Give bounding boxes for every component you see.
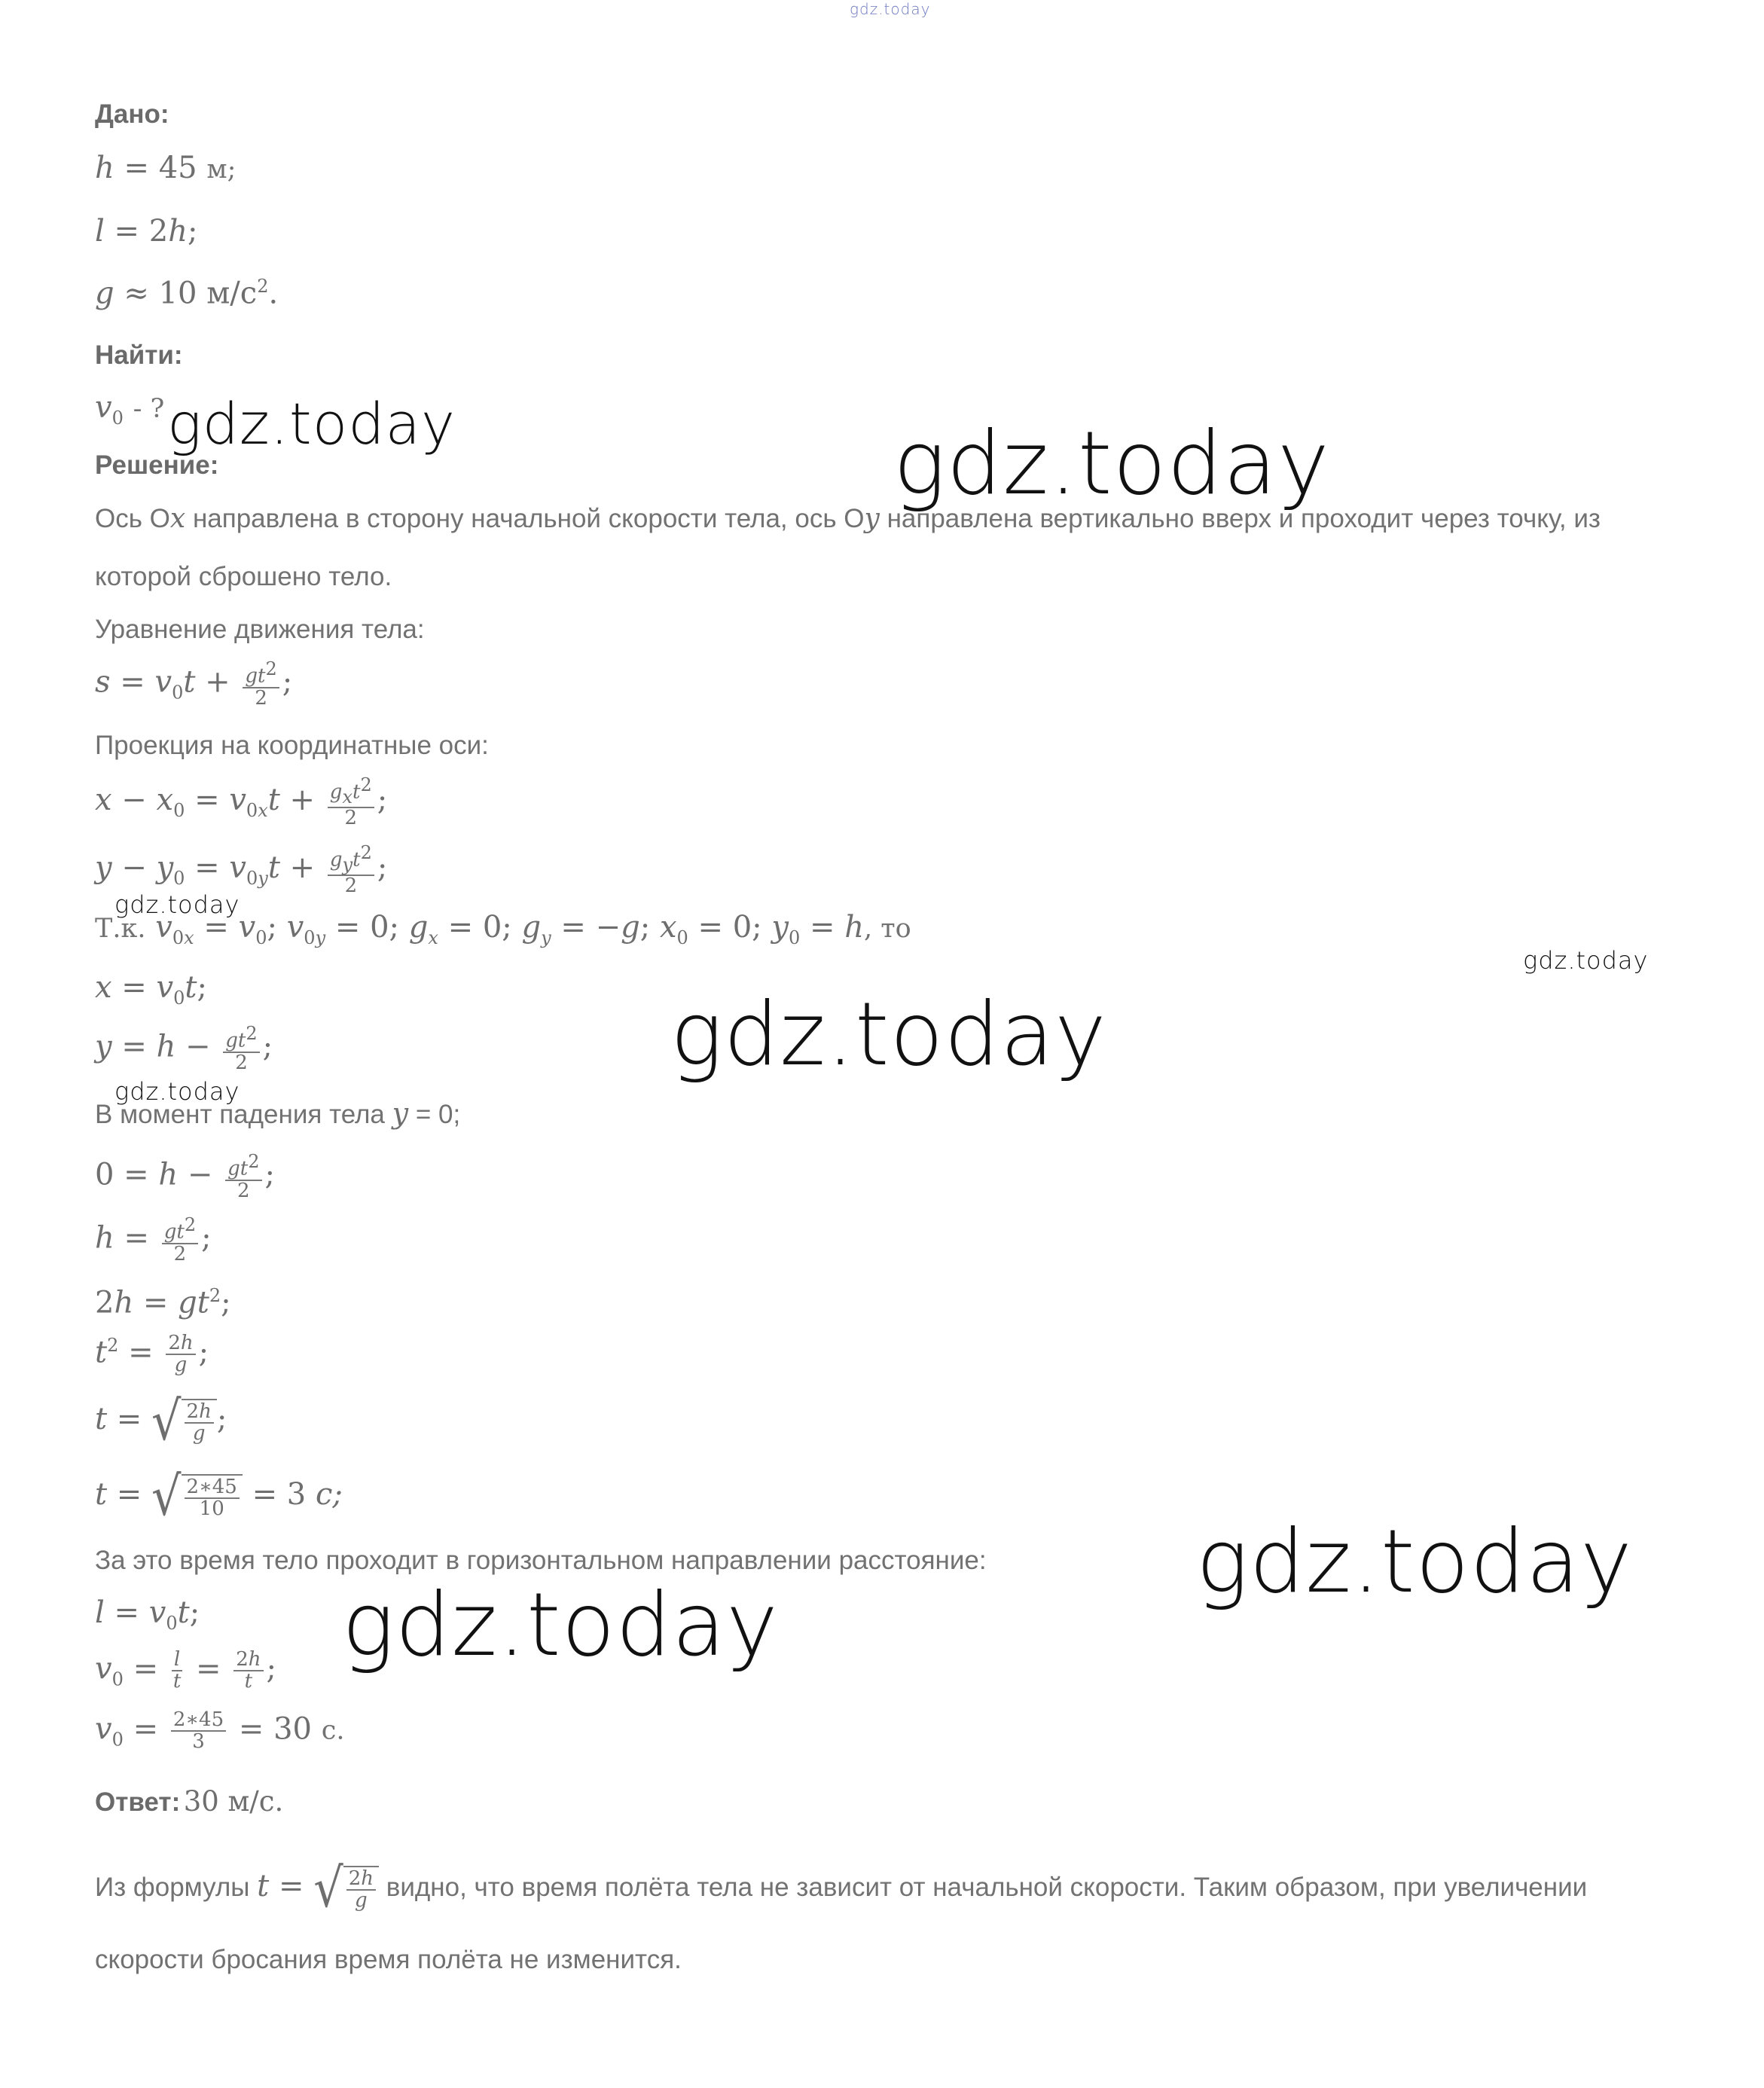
eq-2h: $2h = gt^2$; [95, 1285, 231, 1320]
eq-t-squared: $t^2$ = $\frac{2h}{g}$ ; [95, 1332, 209, 1377]
axes-text-b: направлена в сторону начальной скорости тела, ось O [185, 504, 865, 533]
fall-moment-line: В момент падения тела y = 0; [95, 1097, 461, 1130]
x-equation: $x = v_0t$; [95, 970, 207, 1009]
motion-eq-label: Уравнение движения тела: [95, 615, 425, 644]
watermark: gdz.today [670, 984, 1107, 1085]
watermark-top: gdz.today [850, 0, 931, 18]
v-result-den: 3 [192, 1730, 205, 1754]
since-suffix: , то [863, 914, 911, 944]
eq-zero: 0 = h − $\frac{gt^2}{2}$ ; [95, 1151, 275, 1202]
axes-description-line2: которой сброшено тело. [95, 562, 392, 591]
eq-h: h = $\frac{gt^2}{2}$ ; [95, 1214, 212, 1265]
eq-v0: $v_0$ = $\frac{l}{t}$ = $\frac{2h}{t}$ ; [95, 1648, 277, 1693]
t-result-unit: с; [315, 1477, 343, 1512]
eq-t-result: t = √ $\frac{2∗45}{10}$ = 3 с; [95, 1464, 343, 1528]
given-g: g ≈ 10 $м/с^2$. [95, 276, 279, 311]
eq-l: $l = v_0t$; [95, 1595, 200, 1634]
given-g-value: 10 [158, 276, 197, 311]
watermark: gdz.today [1523, 946, 1649, 975]
find-v0: $v_0$ - ? [95, 390, 165, 429]
conclusion-suffix: видно, что время полёта тела не зависит от начальной скорости. Таким образом, при увеличении [386, 1873, 1588, 1902]
initial-conditions: Т.к. $v_{0x} = v_0$; $v_{0y} = 0$; $g_x = 0$; $g_y = -g$; $x_0 = 0$; $y_0 = h$, то [95, 910, 911, 948]
fall-moment-value: = 0; [415, 1100, 461, 1129]
horizontal-distance-label: За это время тело проходит в горизонтальном направлении расстояние: [95, 1546, 987, 1575]
find-question: - ? [133, 394, 165, 424]
y-equation: y = h − $\frac{gt^2}{2}$ ; [95, 1023, 273, 1074]
given-label: Дано: [95, 99, 169, 129]
eq-t-sqrt: t = √ $\frac{2h}{g}$ ; [95, 1389, 227, 1453]
fall-moment-text: В момент падения тела [95, 1100, 385, 1129]
eq-v0-result: $v_0$ = $\frac{2∗45}{3}$ = 30 с. [95, 1708, 345, 1754]
given-l: l = 2h; [95, 214, 198, 249]
answer-line [95, 1785, 283, 1818]
watermark: gdz.today [342, 1574, 779, 1676]
motion-equation: $s = v_0t$ + $\frac{gt^2}{2}$ ; [95, 658, 293, 710]
watermark: gdz.today [1196, 1511, 1633, 1613]
given-g-unit: м/с [206, 276, 258, 311]
t-result-value: = 3 [252, 1477, 307, 1512]
projection-label: Проекция на координатные оси: [95, 731, 489, 760]
given-h-value: 45 [158, 151, 197, 185]
answer-value: 30 м/с. [183, 1785, 284, 1818]
given-h-unit: м; [206, 154, 237, 185]
since-prefix: Т.к. [95, 914, 146, 944]
axes-text-a: Ось O [95, 504, 170, 533]
t-result-num: 2∗45 [185, 1477, 240, 1499]
v-result-unit: с. [321, 1715, 345, 1746]
given-h: h = 45 м; [95, 151, 237, 185]
watermark: gdz.today [114, 890, 240, 919]
projection-x: $x - x_0 = v_{0x}t$ + $\frac{g_xt^2}{2}$ ; [95, 774, 388, 830]
v-result-num: 2∗45 [171, 1710, 226, 1732]
watermark: gdz.today [114, 1077, 240, 1106]
solution-label: Решение: [95, 450, 219, 480]
given-l-value: 2 [148, 214, 169, 249]
watermark: gdz.today [893, 413, 1330, 514]
answer-label: Ответ: [95, 1787, 181, 1817]
axes-description-line1: Ось Ox направлена в сторону начальной скорости тела, ось Oy направлена вертикально вверх и проходит через точку, из [95, 503, 1601, 534]
conclusion-line2: скорости бросания время полёта не изменится. [95, 1945, 682, 1974]
find-label: Найти: [95, 340, 183, 370]
conclusion-prefix: Из формулы [95, 1873, 250, 1902]
projection-y: $y - y_0 = v_{0y}t$ + $\frac{g_yt^2}{2}$ ; [95, 842, 388, 898]
v-result-value: = 30 [238, 1711, 313, 1747]
conclusion-line1: Из формулы t = √ $\frac{2h}{g}$ видно, что время полёта тела не зависит от начальной скорости. Таким образом, при увеличении [95, 1856, 1588, 1920]
t-result-den: 10 [199, 1497, 224, 1520]
watermark: gdz.today [167, 390, 456, 457]
axes-text-c: направлена вертикально вверх и проходит через точку, из [879, 504, 1601, 533]
